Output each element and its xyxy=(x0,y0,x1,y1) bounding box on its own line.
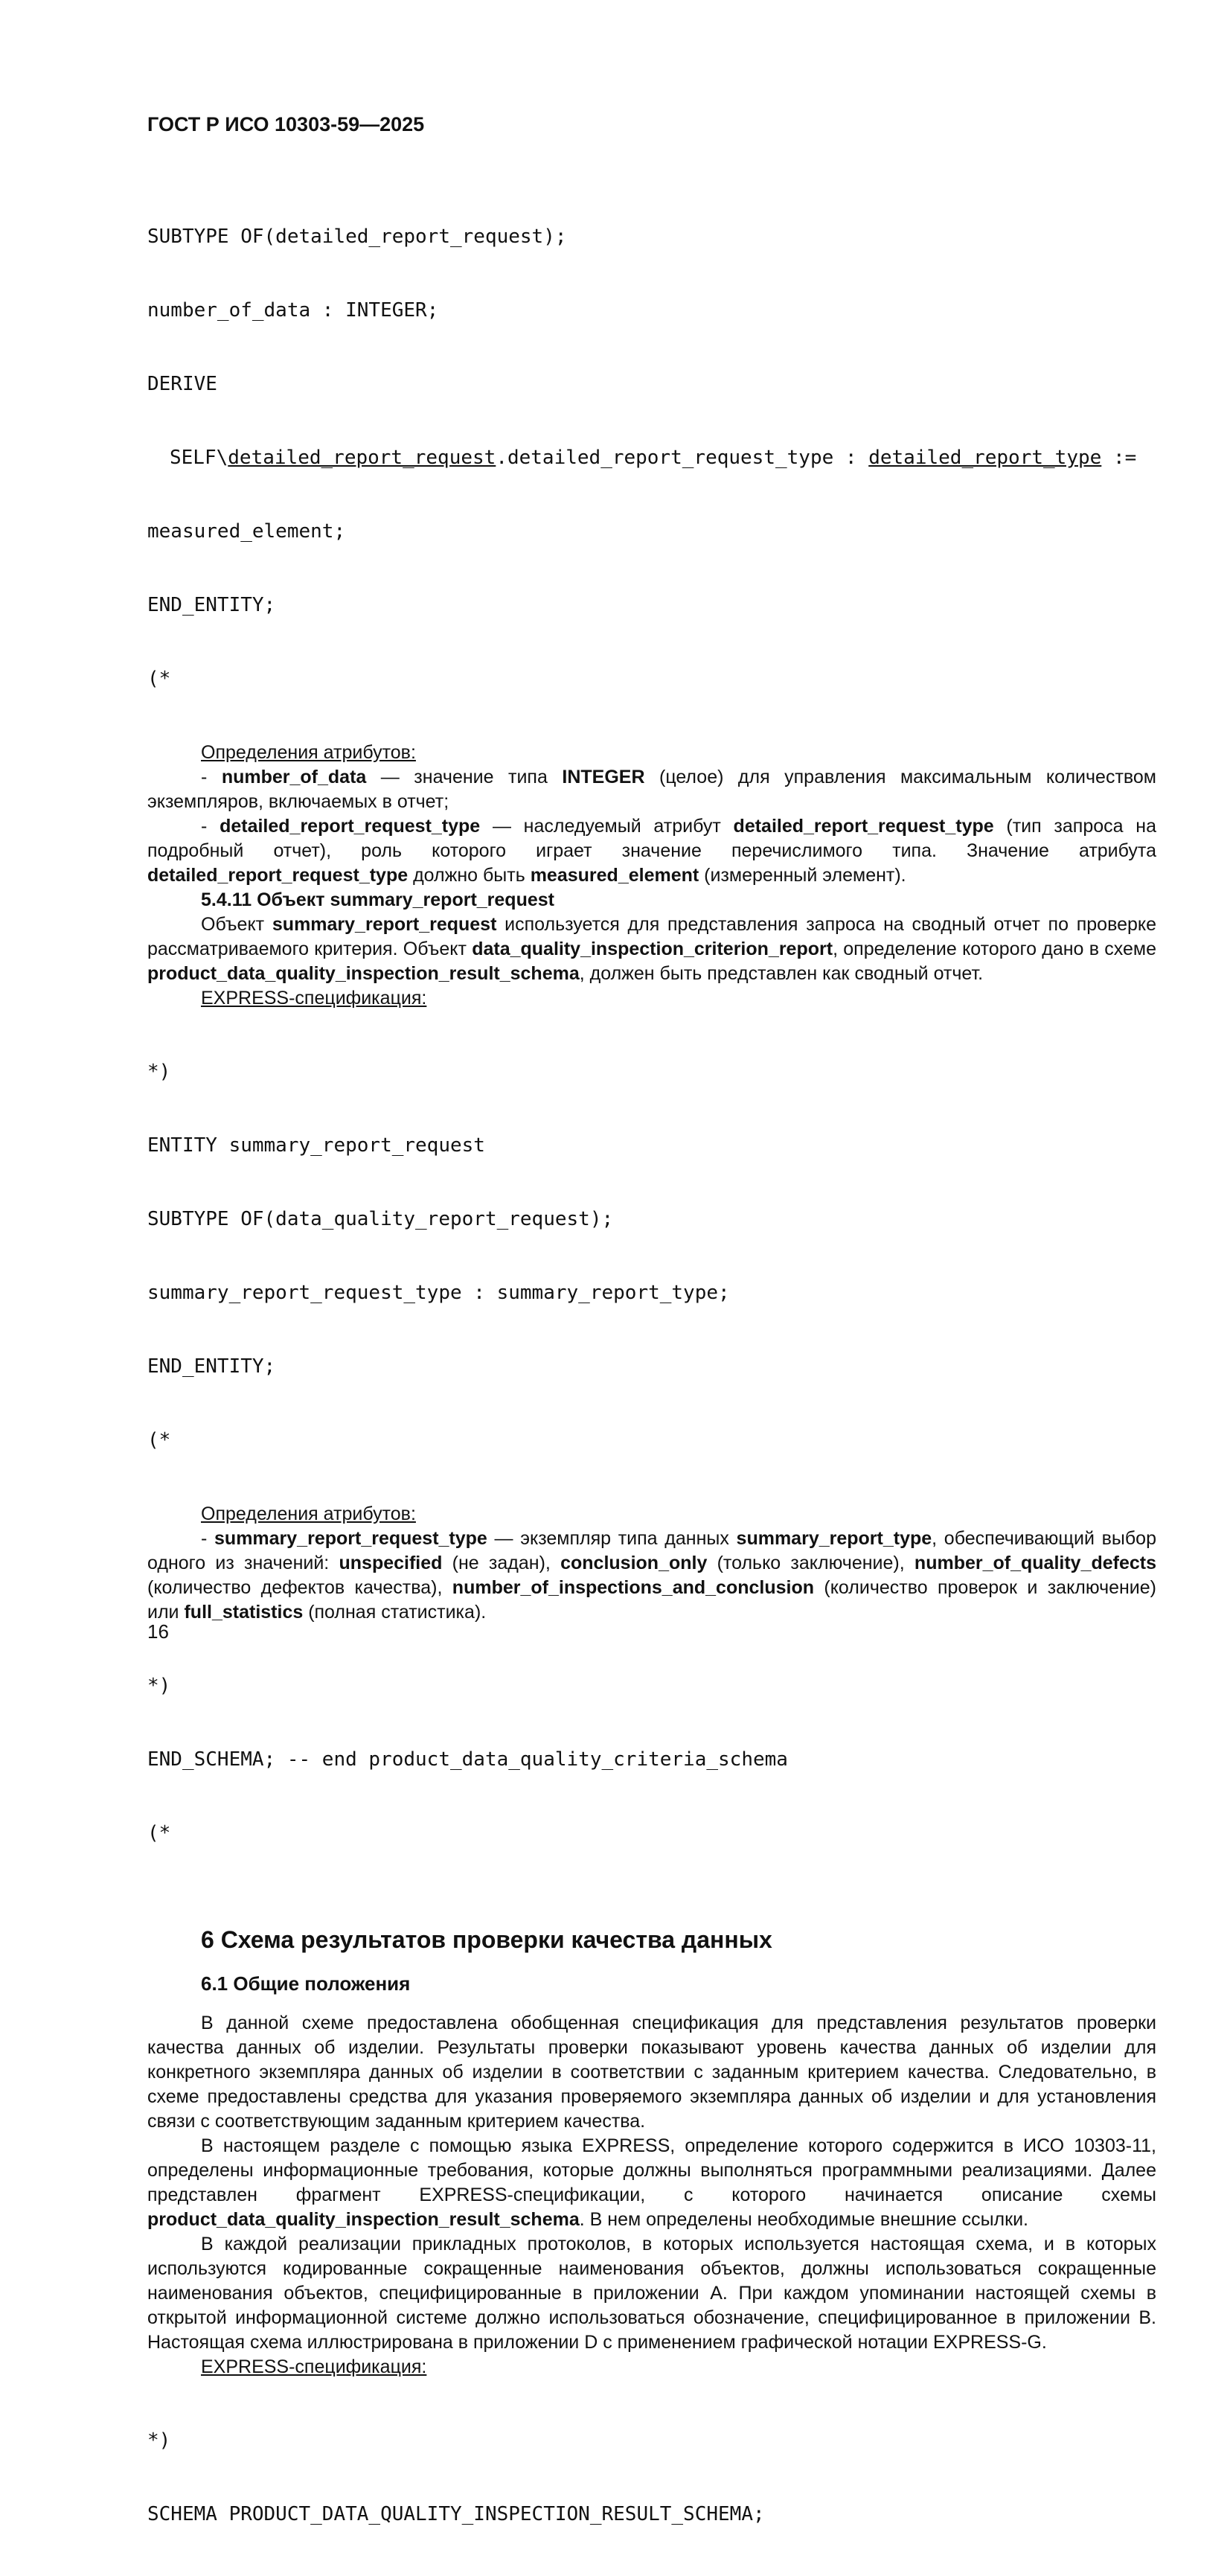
code-line: number_of_data : INTEGER; xyxy=(147,299,439,322)
enum-value: number_of_quality_defects xyxy=(914,1553,1157,1573)
text-span: - xyxy=(201,1528,215,1549)
type-name: INTEGER xyxy=(562,767,645,787)
code-line: summary_report_request_type : summary_report_type; xyxy=(147,1282,730,1304)
code-reference: detailed_report_type xyxy=(868,447,1102,469)
attribute-definitions-heading: Определения атрибутов: xyxy=(201,742,416,763)
enum-value: conclusion_only xyxy=(560,1553,708,1573)
code-line: *) xyxy=(147,1675,171,1697)
code-reference: detailed_report_request xyxy=(228,447,496,469)
schema-name: product_data_quality_inspection_result_schema xyxy=(147,963,580,984)
text-span: , должен быть представлен как сводный отчет. xyxy=(579,963,984,984)
attribute-name: detailed_report_request_type xyxy=(733,816,994,837)
section-6-1-body xyxy=(147,2011,1156,2380)
document-page xyxy=(147,112,1156,2576)
text-span: , обеспечивающий выбор одного из значений: xyxy=(147,1528,1156,1573)
section-5-4-11 xyxy=(147,888,1156,1011)
attribute-definitions-1 xyxy=(147,741,1156,888)
text-span: (количество дефектов качества), xyxy=(147,1577,452,1598)
text-span: , определение которого дано в схеме xyxy=(833,939,1156,959)
enum-value: unspecified xyxy=(339,1553,443,1573)
express-spec-label: EXPRESS-спецификация: xyxy=(201,988,427,1009)
code-line: (* xyxy=(147,668,171,690)
paragraph xyxy=(147,2134,1156,2232)
paragraph xyxy=(147,913,1156,986)
attribute-item xyxy=(147,765,1156,814)
code-line: END_ENTITY; xyxy=(147,594,276,616)
code-block-2 xyxy=(147,1011,1156,1502)
attribute-item xyxy=(147,814,1156,888)
code-line-derive xyxy=(147,446,1156,470)
code-text: := xyxy=(1101,447,1137,469)
code-line: END_SCHEMA; -- end product_data_quality_criteria_schema xyxy=(147,1748,788,1771)
text-span: используется для представления запроса на сводный отчет по проверке рассматриваемого критерия. Объект xyxy=(147,914,1157,959)
code-block-1 xyxy=(147,176,1156,741)
attribute-name: number_of_data xyxy=(221,767,367,787)
attribute-name: detailed_report_request_type xyxy=(147,865,409,886)
code-line: SUBTYPE OF(detailed_report_request); xyxy=(147,226,567,248)
text-span: . В нем определены необходимые внешние ссылки. xyxy=(579,2209,1028,2230)
code-line: ENTITY summary_report_request xyxy=(147,1134,485,1157)
text-span: - xyxy=(201,767,222,787)
attribute-item xyxy=(147,1527,1156,1625)
text-span: должно быть xyxy=(408,865,531,886)
section-6-heading: 6 Схема результатов проверки качества данных xyxy=(201,1926,772,1953)
text-span: (целое) для управления максимальным количеством экземпляров, включаемых в отчет; xyxy=(147,767,1156,812)
attribute-definitions-heading: Определения атрибутов: xyxy=(201,1503,416,1524)
text-span: (не задан), xyxy=(442,1553,561,1573)
entity-name: summary_report_request xyxy=(272,914,497,935)
code-line: (* xyxy=(147,1429,171,1451)
code-line: *) xyxy=(147,1061,171,1083)
type-name: summary_report_type xyxy=(736,1528,932,1549)
text-span: - xyxy=(201,816,220,837)
code-text: SELF\ xyxy=(170,447,228,469)
text-span: (количество проверок и заключение) или xyxy=(147,1577,1156,1623)
code-text: .detailed_report_request_type : xyxy=(496,447,869,469)
code-block-4 xyxy=(147,2380,1156,2576)
paragraph: В данной схеме предоставлена обобщенная спецификация для представления результатов проверки качества данных об изделии. Результаты проверки показывают уровень качества данных об изделии для конкретного экземпляра данных об изделии в соответствии с заданным критерием качества. Следовательно, в схеме предоставлены средства для указания проверяемого экземпляра данных об изделии и для установления связи с соответствующим заданным критерием качества. xyxy=(147,2013,1156,2132)
code-line: DERIVE xyxy=(147,373,217,395)
paragraph: В каждой реализации прикладных протоколов, в которых используется настоящая схема, и в которых используются кодированные сокращенные наименования объектов, должны использоваться сокращенные наименования объектов, специфицированные в приложении А. При каждом упоминании настоящей схемы в открытой информационной системе должно использоваться обозначение, специфицированное в приложении В. Настоящая схема иллюстрирована в приложении D с применением графической нотации EXPRESS-G. xyxy=(147,2234,1156,2353)
enum-value: number_of_inspections_and_conclusion xyxy=(452,1577,815,1598)
text-span: (полная статистика). xyxy=(303,1602,487,1623)
page-number: 16 xyxy=(147,1620,169,1643)
attribute-name: summary_report_request_type xyxy=(214,1528,487,1549)
attribute-name: detailed_report_request_type xyxy=(220,816,481,837)
express-spec-label: EXPRESS-спецификация: xyxy=(201,2356,427,2377)
text-span: — наследуемый атрибут xyxy=(480,816,734,837)
text-span: (только заключение), xyxy=(707,1553,915,1573)
code-block-3 xyxy=(147,1625,1156,1895)
code-line: (* xyxy=(147,1822,171,1844)
entity-name: data_quality_inspection_criterion_report xyxy=(472,939,833,959)
text-span: В настоящем разделе с помощью языка EXPRESS, определение которого содержится в ИСО 10303-11, определены информационные требования, которые должны выполняться программными реализациями. Далее представлен фрагмент EXPRESS-спецификации, с которого начинается описание схемы xyxy=(147,2135,1156,2205)
text-span: — экземпляр типа данных xyxy=(487,1528,737,1549)
text-span: Объект xyxy=(201,914,272,935)
section-heading: 5.4.11 Объект summary_report_request xyxy=(201,889,554,910)
code-line: SCHEMA PRODUCT_DATA_QUALITY_INSPECTION_RESULT_SCHEMA; xyxy=(147,2503,765,2525)
code-line: measured_element; xyxy=(147,520,346,543)
document-header: ГОСТ Р ИСО 10303-59—2025 xyxy=(147,113,425,135)
attribute-definitions-2 xyxy=(147,1502,1156,1625)
text-span: (измеренный элемент). xyxy=(699,865,906,886)
schema-name: product_data_quality_inspection_result_schema xyxy=(147,2209,580,2230)
section-6-1-heading: 6.1 Общие положения xyxy=(201,1972,411,1995)
text-span: — значение типа xyxy=(366,767,563,787)
text-span: (тип запроса на подробный отчет), роль которого играет значение перечислимого типа. Значение атрибута xyxy=(147,816,1156,861)
enum-value: full_statistics xyxy=(184,1602,304,1623)
code-line: END_ENTITY; xyxy=(147,1355,276,1378)
enum-value: measured_element xyxy=(530,865,699,886)
code-line: SUBTYPE OF(data_quality_report_request); xyxy=(147,1208,614,1230)
code-line: *) xyxy=(147,2429,171,2452)
